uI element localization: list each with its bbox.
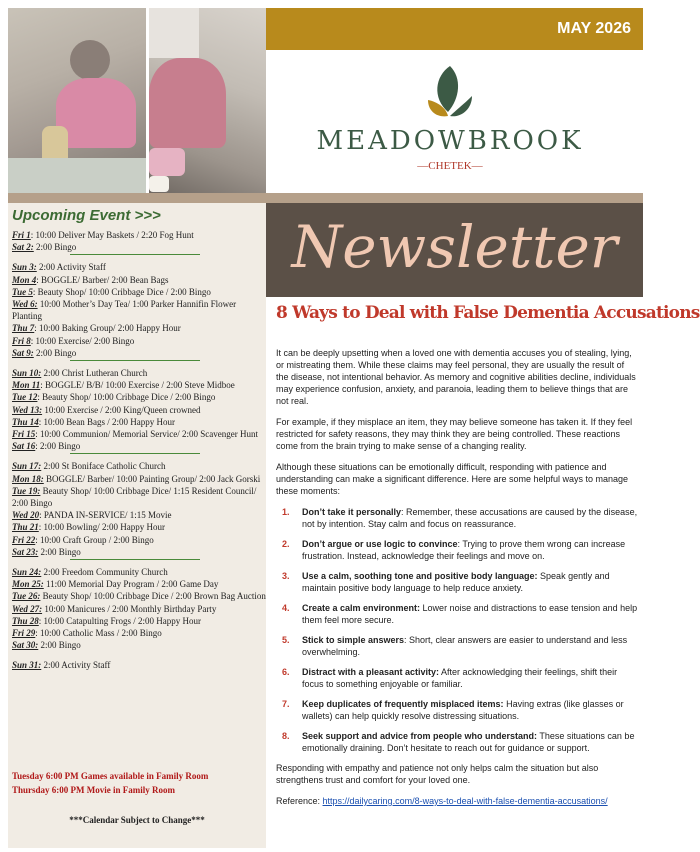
event-text: 2:00 Activity Staff (41, 660, 111, 671)
event-text: : 10:00 Exercise/ 2:00 Bingo (30, 335, 135, 346)
event-line (12, 416, 175, 428)
event-date: Fri 8 (12, 335, 31, 346)
tip-number: 6. (282, 667, 290, 677)
event-date: Sat 30: (12, 640, 39, 651)
tip-text: Lower noise and distractions to ease tension and help them feel more secure. (302, 603, 638, 625)
event-date: Thu 14 (12, 416, 39, 427)
tip-text: These situations can be emotionally draining. Don’t hesitate to reach out for guidance or support. (302, 731, 635, 753)
event-date: Tue 12 (12, 392, 38, 403)
event-date: Sun 10: (12, 368, 42, 378)
reference-link[interactable]: https://dailycaring.com/8-ways-to-deal-with-false-dementia-accusations/ (322, 796, 608, 806)
tip-heading: Stick to simple answers (302, 635, 405, 645)
event-line (12, 404, 201, 416)
event-line (12, 546, 81, 558)
event-text: : 2:00 Bingo (35, 441, 81, 452)
event-line (12, 485, 256, 497)
tip-heading: Create a calm environment: (302, 603, 421, 613)
event-text: 2:00 Bingo (33, 347, 77, 358)
tip-text: : Trying to prove them wrong can increase frustration. Instead, acknowledge their feelings and move on. (302, 539, 626, 561)
event-separator (70, 453, 200, 454)
tip-text: : Short, clear answers are easier to understand and less overwhelming. (302, 635, 628, 657)
event-line (12, 615, 201, 627)
event-date: Fri 22 (12, 534, 36, 545)
event-date: Thu 21 (12, 522, 39, 533)
issue-month: MAY 2026 (557, 20, 631, 37)
event-line (12, 347, 76, 359)
tip-number: 4. (282, 603, 290, 613)
tip-heading: Keep duplicates of frequently misplaced items: (302, 699, 504, 709)
event-text: : PANDA IN-SERVICE/ 1:15 Movie (39, 510, 172, 521)
event-date: Thu 7 (12, 323, 35, 334)
event-text: 2:00 Freedom Community Church (41, 567, 168, 577)
event-date: Wed 13: (12, 404, 43, 415)
event-text: 10:00 Exercise / 2:00 King/Queen crowned (42, 404, 201, 415)
event-date: Mon 11 (12, 380, 41, 391)
event-text: : 10:00 Catapulting Frogs / 2:00 Happy Hour (38, 615, 202, 626)
tip-number: 2. (282, 539, 290, 549)
photo-strip (8, 8, 266, 193)
logo-location: —CHETEK— (417, 160, 483, 172)
event-text: : 10:00 Deliver May Baskets / 2:20 Fog Hunt (30, 230, 194, 240)
tip-number: 7. (282, 699, 290, 709)
month-banner (266, 8, 643, 50)
event-line (12, 391, 215, 403)
upcoming-events-title: Upcoming Event >>> (12, 207, 161, 224)
newsletter-title: Newsletter (291, 213, 618, 281)
event-text: 2:00 Bingo (38, 546, 81, 557)
event-separator (70, 360, 200, 361)
event-line (12, 578, 218, 590)
event-line (12, 497, 52, 509)
event-text: : 10:00 Communion/ Memorial Service/ 2:00 Scavenger Hunt (35, 429, 258, 439)
tip-item (276, 730, 638, 754)
event-date: Fri 15 (12, 429, 36, 439)
tip-item (276, 602, 638, 626)
article-headline: 8 Ways to Deal with False Dementia Accusations (276, 303, 700, 323)
event-line (12, 627, 162, 639)
event-text: 2:00 St Boniface Catholic Church (41, 461, 166, 472)
divider-strip (8, 193, 643, 203)
event-text: 2:00 Christ Lutheran Church (41, 368, 148, 378)
article-paragraph: Although these situations can be emotionally difficult, responding with patience and understanding can make a significant difference. Here are some helpful ways to manage these moments: (276, 462, 629, 496)
tip-number: 5. (282, 635, 290, 645)
event-line (12, 509, 172, 521)
logo-wordmark: MEADOWBROOK (316, 126, 584, 156)
tip-text: : Remember, these accusations are caused by the disease, not by intention. Stay calm and focus on reassurance. (302, 507, 638, 529)
event-line (12, 335, 134, 347)
event-text: : 10:00 Bean Bags / 2:00 Happy Hour (38, 416, 176, 427)
article-closing (276, 762, 638, 816)
tip-item (276, 634, 638, 658)
event-text: : 10:00 Bowling/ 2:00 Happy Hour (38, 522, 166, 533)
event-date: Mon 4 (12, 274, 37, 285)
event-date: Fri 1 (12, 230, 31, 240)
closing-paragraph: Responding with empathy and patience not only helps calm the situation but also strengthens trust and comfort for your loved one. (276, 763, 599, 785)
tip-item (276, 698, 638, 722)
event-text: 10:00 Mother’s Day Tea/ 1:00 Parker Hannifin Flower (37, 299, 237, 309)
event-date: Mon 25: (12, 579, 44, 590)
event-text: : 10:00 Catholic Mass / 2:00 Bingo (35, 628, 162, 638)
event-date: Sun 17: (12, 461, 42, 472)
event-line (12, 460, 166, 472)
event-text: : 10:00 Craft Group / 2:00 Bingo (35, 534, 154, 545)
tip-item (276, 666, 638, 690)
article-paragraph: It can be deeply upsetting when a loved one with dementia accuses you of stealing, lying, or mistreating them. While these claims may feel personal, they are usually the result of the disease, not intentional behavior. As memory and cognitive abilities decline, individuals may experience confusion, anxiety, and paranoia, leading them to believe things that are not real. (276, 348, 636, 406)
event-date: Sat 16 (12, 441, 36, 452)
event-text: 11:00 Memorial Day Program / 2:00 Game Day (43, 579, 219, 590)
thursday-note: Thursday 6:00 PM Movie in Family Room (12, 785, 175, 795)
tip-heading: Don’t take it personally (302, 507, 402, 517)
event-date: Tue 5 (12, 286, 33, 297)
calendar-disclaimer: ***Calendar Subject to Change*** (69, 815, 205, 825)
event-date: Sat 2: (12, 242, 34, 253)
event-line (12, 534, 154, 546)
event-text: Beauty Shop/ 10:00 Cribbage Dice/ 1:15 Resident Council/ (40, 485, 257, 496)
event-line (12, 241, 76, 253)
event-text: : Beauty Shop/ 10:00 Cribbage Dice / 2:00 Bingo (32, 286, 211, 297)
event-text: BOGGLE/ Barber/ 10:00 Painting Group/ 2:00 Jack Gorski (43, 473, 261, 484)
event-date: Sat 23: (12, 546, 39, 557)
tip-heading: Seek support and advice from people who understand: (302, 731, 538, 741)
tip-number: 1. (282, 507, 290, 517)
meadowbrook-logo (300, 60, 600, 180)
event-line (12, 566, 168, 578)
event-text: Beauty Shop/ 10:00 Cribbage Dice / 2:00 Brown Bag Auction (40, 591, 266, 602)
article-body (276, 347, 638, 762)
event-text: : BOGGLE/ Barber/ 2:00 Bean Bags (36, 274, 169, 285)
event-date: Thu 28 (12, 615, 39, 626)
event-text: Planting (12, 311, 43, 322)
events-sidebar (8, 203, 266, 848)
newsletter-banner (266, 203, 643, 297)
event-line (12, 590, 266, 602)
event-line (12, 603, 216, 615)
event-text: 10:00 Manicures / 2:00 Monthly Birthday Party (42, 603, 217, 614)
tip-number: 8. (282, 731, 290, 741)
event-date: Sat 9: (12, 347, 34, 358)
resident-crafting-photo (149, 8, 266, 193)
event-date: Tue 19: (12, 485, 41, 496)
event-text: 2:00 Bingo (38, 640, 81, 651)
event-line (12, 659, 110, 671)
event-separator (70, 254, 200, 255)
tuesday-note: Tuesday 6:00 PM Games available in Family Room (12, 771, 209, 781)
event-line (12, 367, 147, 379)
event-date: Sun 31: (12, 660, 42, 671)
event-line (12, 473, 260, 485)
event-text: 2:00 Bingo (12, 498, 53, 508)
event-date: Sun 3: (12, 262, 37, 273)
tip-number: 3. (282, 571, 290, 581)
tips-list (276, 506, 638, 754)
event-separator (70, 559, 200, 560)
tip-item (276, 538, 638, 562)
event-line (12, 229, 194, 241)
event-line (12, 428, 258, 440)
tip-item (276, 506, 638, 530)
event-text: : BOGGLE/ B/B/ 10:00 Exercise / 2:00 Steve Midboe (40, 380, 235, 391)
event-line (12, 286, 211, 298)
tip-item (276, 570, 638, 594)
event-date: Fri 29 (12, 628, 36, 638)
event-line (12, 298, 236, 310)
event-date: Mon 18: (12, 473, 44, 484)
reference-label: Reference: (276, 796, 323, 806)
reference-line (276, 795, 638, 807)
tip-text: Speak gently and maintain positive body language to help reduce anxiety. (302, 571, 610, 593)
event-line (12, 310, 42, 322)
event-line (12, 379, 235, 391)
tip-text: After acknowledging their feelings, shift their focus to something enjoyable or familiar. (302, 667, 618, 689)
event-line (12, 639, 81, 651)
event-line (12, 274, 169, 286)
tip-heading: Distract with a pleasant activity: (302, 667, 440, 677)
event-line (12, 261, 106, 273)
residents-activity-photo (8, 8, 146, 193)
tip-heading: Don’t argue or use logic to convince (302, 539, 458, 549)
event-text: 2:00 Activity Staff (36, 262, 106, 273)
event-text: 2:00 Bingo (33, 242, 77, 253)
event-date: Sun 24: (12, 567, 42, 577)
event-date: Wed 20 (12, 510, 40, 521)
tip-text: Having extras (like glasses or wallets) can help quickly resolve distressing situations. (302, 699, 624, 721)
event-text: : 10:00 Baking Group/ 2:00 Happy Hour (34, 323, 181, 334)
event-line (12, 322, 181, 334)
event-date: Tue 26: (12, 591, 41, 602)
article-paragraph: For example, if they misplace an item, they may believe someone has taken it. If they feel restricted for safety reasons, they may think they are being controlled. These reactions come from the brain trying to make sense of a changing reality. (276, 417, 633, 451)
event-date: Wed 27: (12, 603, 43, 614)
event-line (12, 521, 165, 533)
tip-heading: Use a calm, soothing tone and positive body language: (302, 571, 538, 581)
leaf-logo-icon (300, 60, 600, 124)
event-text: : Beauty Shop/ 10:00 Cribbage Dice / 2:00 Bingo (37, 392, 216, 403)
event-date: Wed 6: (12, 299, 38, 309)
event-line (12, 440, 80, 452)
